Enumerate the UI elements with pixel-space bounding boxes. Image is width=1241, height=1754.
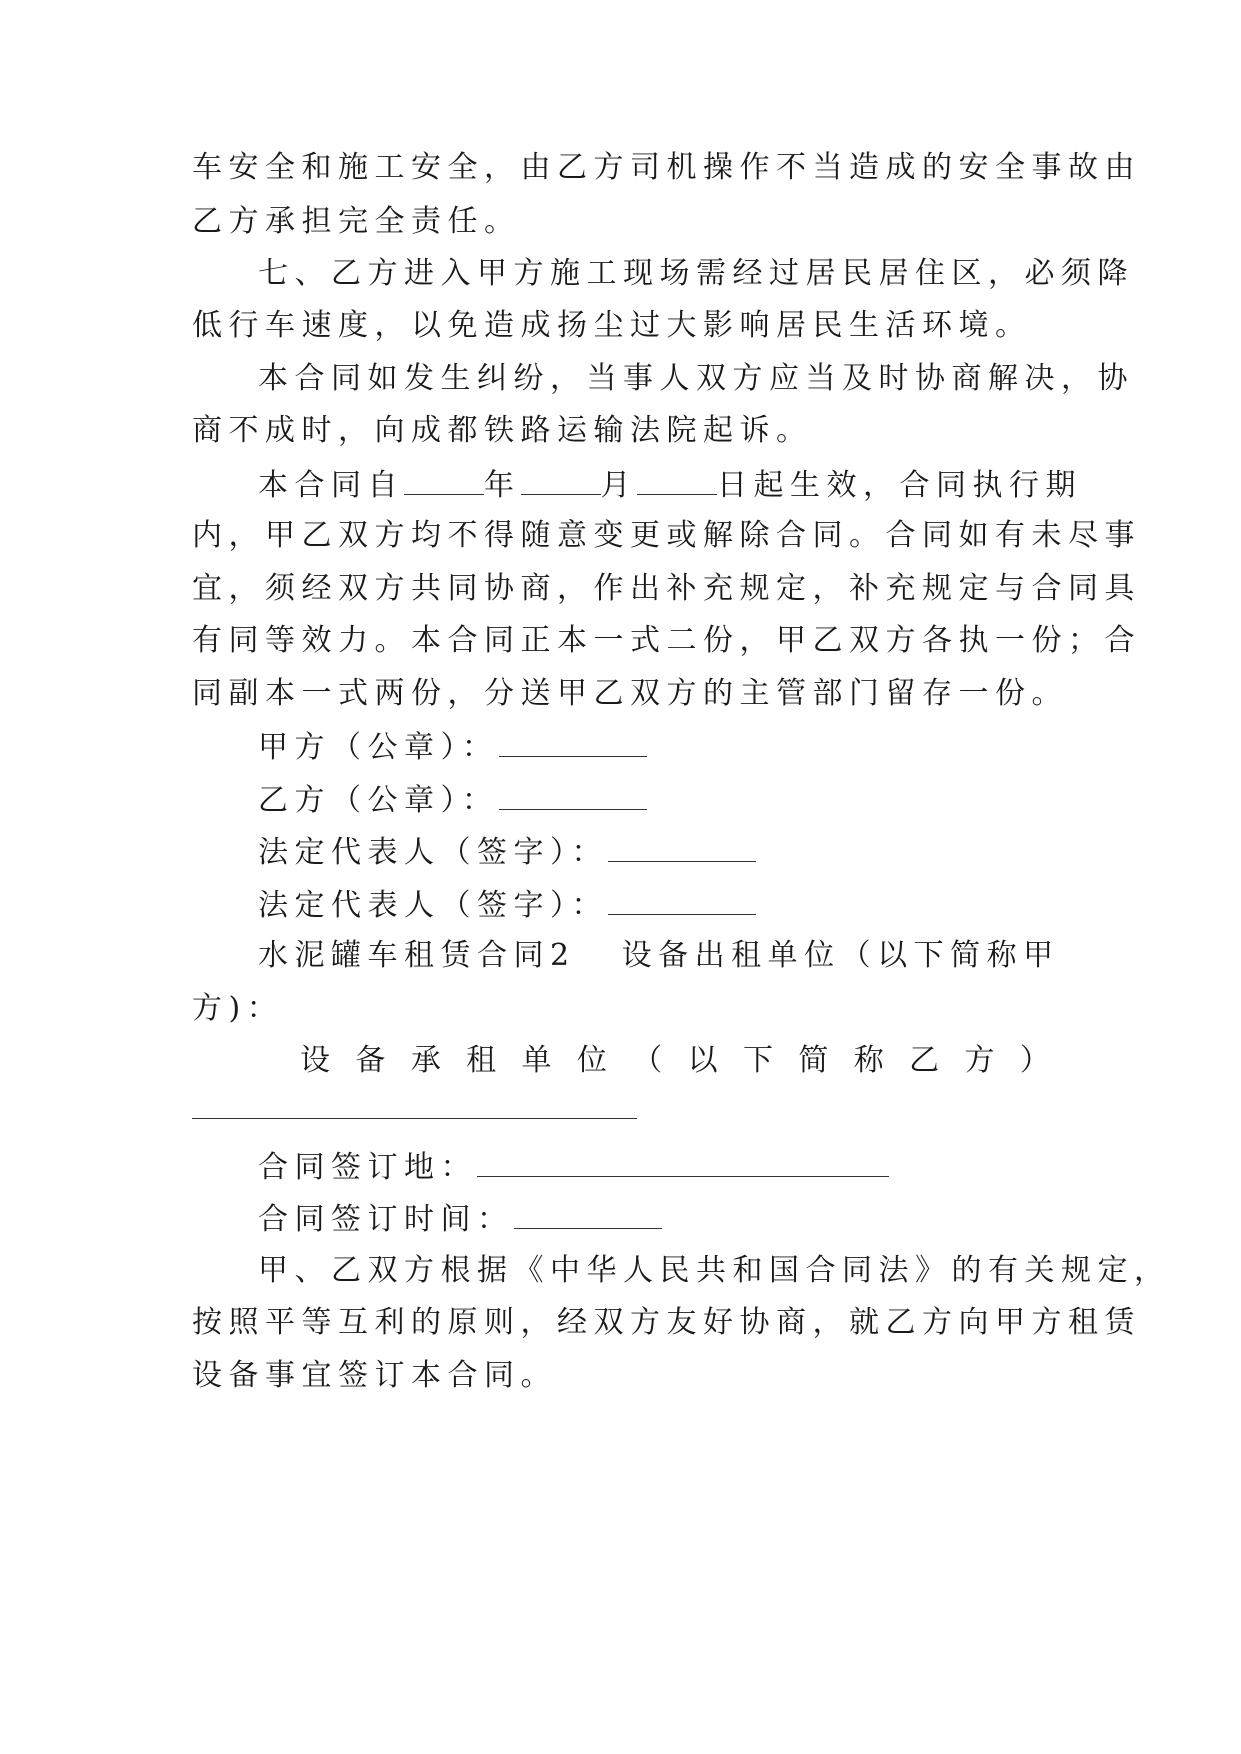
paragraph-1-line-1: 车安全和施工安全，由乙方司机操作不当造成的安全事故由 bbox=[192, 150, 1141, 185]
lessee-char: 以 bbox=[687, 1043, 718, 1078]
lessee-char: 单 bbox=[521, 1043, 552, 1078]
lessee-blank bbox=[192, 1118, 637, 1119]
lessee-char: 称 bbox=[853, 1043, 884, 1078]
legal-rep-1-line bbox=[258, 827, 1054, 875]
paragraph-3-line-2: 商不成时，向成都铁路运输法院起诉。 bbox=[192, 413, 813, 448]
legal-rep-2-blank bbox=[608, 880, 756, 915]
legal-rep-1-blank bbox=[608, 827, 756, 862]
lessee-char: 备 bbox=[355, 1043, 386, 1078]
paragraph-1-line-2: 乙方承担完全责任。 bbox=[192, 204, 521, 239]
lessor-label: 设备出租单位（以下简称甲 bbox=[621, 938, 1060, 973]
contract2-title: 水泥罐车租赁合同2 bbox=[258, 938, 576, 973]
paragraph-2-line-1: 七、乙方进入甲方施工现场需经过居民居住区，必须降 bbox=[258, 256, 1134, 291]
lessee-char: 设 bbox=[300, 1043, 330, 1078]
effective-date-prefix: 本合同自 bbox=[258, 468, 404, 503]
party-b-seal-blank bbox=[499, 775, 647, 810]
year-blank bbox=[404, 460, 484, 495]
party-a-seal-label: 甲方（公章）： bbox=[258, 730, 499, 765]
month-label: 月 bbox=[600, 468, 637, 503]
intro-line-3: 设备事宜签订本合同。 bbox=[192, 1358, 557, 1393]
sign-time-label: 合同签订时间： bbox=[258, 1202, 514, 1237]
lessee-char: 承 bbox=[410, 1043, 441, 1078]
paragraph-3-line-1: 本合同如发生纠纷，当事人双方应当及时协商解决，协 bbox=[258, 361, 1134, 396]
paragraph-4-line-5: 同副本一式两份，分送甲乙双方的主管部门留存一份。 bbox=[192, 676, 1068, 711]
lessee-char: 租 bbox=[466, 1043, 497, 1078]
lessee-char: 乙 bbox=[909, 1043, 940, 1078]
party-b-seal-label: 乙方（公章）： bbox=[258, 783, 499, 818]
legal-rep-1-label: 法定代表人（签字）： bbox=[258, 835, 608, 870]
lessee-char: 简 bbox=[798, 1043, 829, 1078]
day-label: 日起生效，合同执行期 bbox=[717, 468, 1082, 503]
lessee-char: 方 bbox=[964, 1043, 995, 1078]
sign-time-blank bbox=[514, 1194, 662, 1229]
party-b-seal-line bbox=[258, 775, 1054, 823]
intro-line-1: 甲、乙双方根据《中华人民共和国合同法》的有关规定， bbox=[258, 1253, 1171, 1288]
paragraph-2-line-2: 低行车速度，以免造成扬尘过大影响居民生活环境。 bbox=[192, 308, 1032, 343]
lessee-label bbox=[300, 1037, 1050, 1085]
sign-place-label: 合同签订地： bbox=[258, 1150, 477, 1185]
party-a-seal-line bbox=[258, 722, 1054, 770]
contract2-heading-line bbox=[258, 932, 1060, 980]
intro-line-2: 按照平等互利的原则，经双方友好协商，就乙方向甲方租赁 bbox=[192, 1305, 1141, 1340]
lessee-char: ） bbox=[1019, 1043, 1050, 1078]
day-blank bbox=[637, 460, 717, 495]
lessee-char: （ bbox=[632, 1043, 663, 1078]
sign-place-line bbox=[258, 1142, 1054, 1190]
month-blank bbox=[521, 460, 601, 495]
paragraph-4-line-2: 内，甲乙双方均不得随意变更或解除合同。合同如有未尽事 bbox=[192, 518, 1141, 553]
legal-rep-2-line bbox=[258, 880, 1054, 928]
sign-place-blank bbox=[477, 1142, 889, 1177]
lessee-char: 位 bbox=[576, 1043, 607, 1078]
party-a-seal-blank bbox=[499, 722, 647, 757]
year-label: 年 bbox=[484, 468, 521, 503]
lessor-label-end: 方)： bbox=[192, 991, 284, 1026]
legal-rep-2-label: 法定代表人（签字）： bbox=[258, 888, 608, 923]
lessee-char: 下 bbox=[743, 1043, 773, 1078]
paragraph-4-line-4: 有同等效力。本合同正本一式二份，甲乙双方各执一份；合 bbox=[192, 623, 1141, 658]
sign-time-line bbox=[258, 1194, 1054, 1242]
paragraph-4-line-3: 宜，须经双方共同协商，作出补充规定，补充规定与合同具 bbox=[192, 571, 1141, 606]
effective-date-line bbox=[258, 460, 1082, 508]
